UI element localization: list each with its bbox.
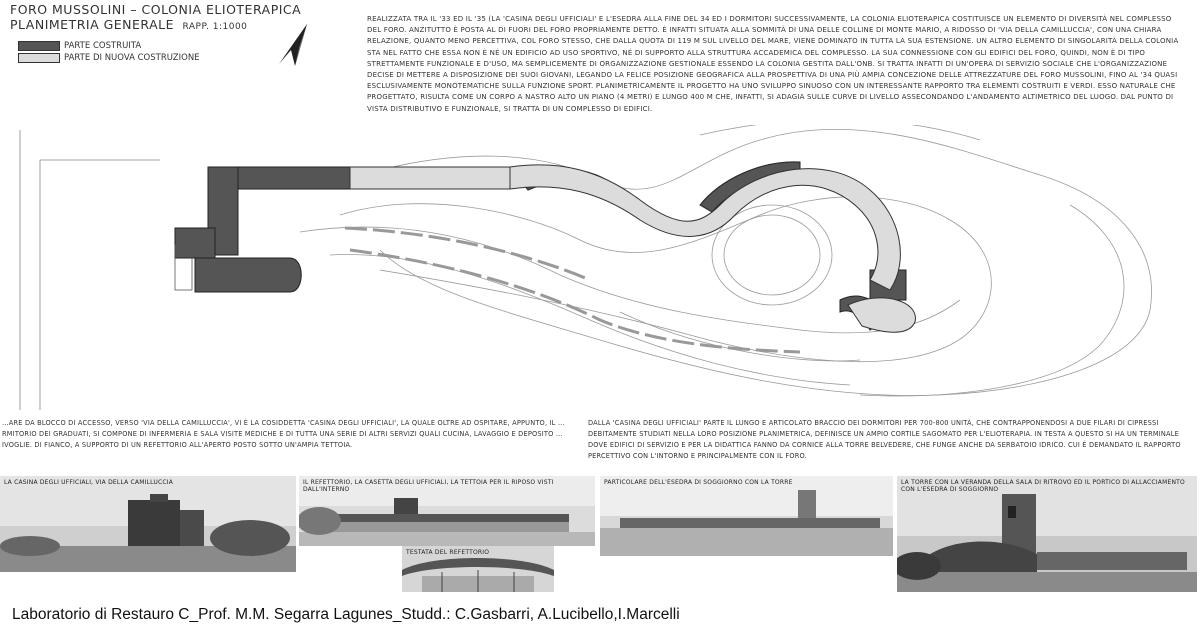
photo-caption: TESTATA DEL REFETTORIO bbox=[406, 549, 490, 556]
title-line-1: FORO MUSSOLINI – COLONIA ELIOTERAPICA bbox=[10, 2, 302, 17]
caption-right: DALLA 'CASINA DEGLI UFFICIALI' PARTE IL LUNGO E ARTICOLATO BRACCIO DEI DORMITORI PER 700-800 UNITÀ, CHE CONTRAPPONENDOSI A DUE FILARI DI CIPRESSI DEBITAMENTE STUDIATI NELLA LORO POSIZIONE PLANIMETRICA, DEFINISCE UN AMPIO CORTILE SAGOMATO PER L'ELIOTERAPIA. IN TESTA A QUESTO SI HA UN TERMINALE DOVE EDIFICI DI SERVIZIO E PER LA DIDATTICA FANNO DA CORNICE ALLA TORRE BELVEDERE, CHE FUNGE ANCHE DA SERBATOIO IDRICO. CUI È DEMANDATO IL RAPPORTO PERCETTIVO CON L'INTORNO E PRINCIPALMENTE CON IL FORO. bbox=[588, 419, 1181, 460]
photo-refettorio bbox=[299, 476, 595, 546]
photo-caption: PARTICOLARE DELL'ESEDRA DI SOGGIORNO CON LA TORRE bbox=[604, 479, 793, 486]
photo-casina-ufficiali bbox=[0, 476, 296, 572]
board-title bbox=[10, 2, 301, 35]
photo-caption: LA CASINA DEGLI UFFICIALI, VIA DELLA CAMILLUCCIA bbox=[4, 479, 174, 486]
footer-credits: Laboratorio di Restauro C_Prof. M.M. Segarra Lagunes_Studd.: C.Gasbarri, A.Lucibello,I.Marcelli bbox=[12, 606, 680, 623]
contour-lines bbox=[300, 125, 1152, 396]
site-roads bbox=[20, 130, 160, 410]
caption-left: …ARE DA BLOCCO DI ACCESSO, VERSO 'VIA DELLA CAMILLUCCIA', VI È LA COSIDDETTA 'CASINA DEGLI UFFICIALI', LA QUALE OLTRE AD OSPITARE, APPUNTO, IL …RMITORIO DEI GRADUATI, SI COMPONE DI INFERMERIA E SALA VISITE MEDICHE E DI TUTTA UNA SERIE DI ALTRI SERVIZI QUALI CUCINA, LAVAGGIO E DEPOSITO …IVOGLIE. DI FIANCO, A SUPPORTO DI UN REFETTORIO ALL'APERTO POSTO SOTTO UN'AMPIA TETTOIA. bbox=[2, 419, 565, 449]
legend-swatch-built bbox=[18, 41, 60, 51]
legend-item-new: PARTE DI NUOVA COSTRUZIONE bbox=[18, 52, 200, 64]
north-arrow-icon bbox=[275, 22, 311, 72]
legend-swatch-new bbox=[18, 53, 60, 63]
legend-item-built: PARTE COSTRUITA bbox=[18, 40, 200, 52]
photo-testata-refettorio bbox=[402, 546, 554, 592]
intro-text: REALIZZATA TRA IL '33 ED IL '35 (LA 'CASINA DEGLI UFFICIALI' E L'ESEDRA ALLA FINE DEL 34 ED I DORMITORI SUCCESSIVAMENTE, LA COLONIA ELIOTERAPICA COSTITUISCE UN ELEMENTO DI DIVERSITÀ NEL COMPLESSO DEL FORO. ANZITUTTO È POSTA AL DI FUORI DEL FORO PROPRIAMENTE DETTO. È INFATTI SITUATA ALLA SOMMITÀ DI UNA DELLE COLLINE DI MONTE MARIO, A RIDOSSO DI 'VIA DELLA CAMILLUCCIA', CON UNA CHIARA RELAZIONE, QUANTO MENO PERCETTIVA, COL FORO STESSO, CHE DALLA QUOTA DI 119 M SUL LIVELLO DEL MARE, VIENE DOMINATO IN TUTTA LA SUA ESTENSIONE. UN ALTRO ELEMENTO DI SINGOLARITÀ DELLA COLONIA STA NEL FATTO CHE ESSA NON È NÉ UN EDIFICIO AD USO SPORTIVO, NÉ DI SUPPORTO ALLA STRUTTURA ACCADEMICA DEL COMPLESSO. LA SUA CONNESSIONE CON GLI EDIFICI DEL FORO, QUINDI, NON È DI TIPO STRETTAMENTE FUNZIONALE E D'USO, MA SEMPLICEMENTE DI ORGANIZZAZIONE GESTIONALE ESSENDO LA COLONIA GESTITA DALL'ONB. SI TRATTA INFATTI DI UN'OPERA DI SERVIZIO SOCIALE CHE L'ORGANIZZAZIONE DECISE DI METTERE A DISPOSIZIONE DEI SUOI GIOVANI, LEGANDO LA FELICE POSIZIONE GEOGRAFICA ALLA PROSPETTIVA DI UNA PIÙ AMPIA CONCEZIONE DELLE ATTREZZATURE DEL FORO MUSSOLINI, FINO AL '34 QUASI ESCLUSIVAMENTE MONOTEMATICHE SULLA FUNZIONE SPORT. PLANIMETRICAMENTE IL PROGETTO HA UNO SVILUPPO SINUOSO CON UN INTERESSANTE RAPPORTO TRA ELEMENTI COSTRUITI E VERDI. ESSO NATURALE CHE PROGETTATO, RISULTA COME UN CORPO A NASTRO ALTO UN PIANO (4 METRI) E LUNGO 400 M CHE, INFATTI, SI ADAGIA SULLE CURVE DI LIVELLO ASSECONDANDO L'ANDAMENTO ALTIMETRICO DEL LUOGO. DAL PUNTO DI VISTA DISTRIBUTIVO E FUNZIONALE, SI TRATTA DI UN COMPLESSO DI EDIFICI. bbox=[367, 15, 1179, 113]
title-line-2: PLANIMETRIA GENERALE RAPP. 1:1000 bbox=[10, 17, 248, 32]
new-parts bbox=[350, 165, 915, 332]
photo-caption: LA TORRE CON LA VERANDA DELLA SALA DI RITROVO ED IL PORTICO DI ALLACCIAMENTO CON L'ESEDRA DI SOGGIORNO bbox=[901, 479, 1185, 493]
legend bbox=[18, 40, 200, 64]
photo-torre-veranda bbox=[897, 476, 1197, 592]
site-plan bbox=[0, 125, 1200, 410]
scale-label: RAPP. 1:1000 bbox=[182, 22, 248, 32]
photo-caption: IL REFETTORIO, LA CASETTA DEGLI UFFICIALI, LA TETTOIA PER IL RIPOSO VISTI DALL'INTERNO bbox=[303, 479, 554, 493]
cypress-rows bbox=[345, 228, 800, 352]
photo-esedra-torre bbox=[600, 476, 893, 556]
